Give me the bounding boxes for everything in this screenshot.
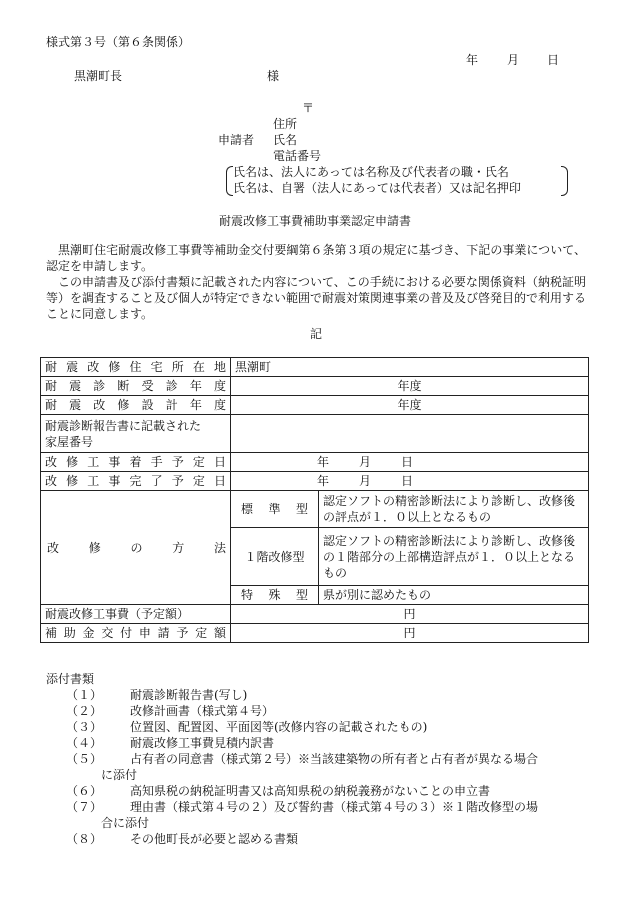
note-bracket-right (561, 166, 568, 196)
table-row-subsidy-amount (41, 624, 589, 643)
table-row-design-year (41, 396, 589, 415)
table-row-end-date (41, 472, 589, 491)
attachment-text-7: 理由書（様式第４号の２）及び誓約書（様式第４号の３）※１階改修型の場 (130, 800, 539, 814)
attachment-num-2: （２） (66, 704, 103, 718)
table-row-address (41, 358, 589, 377)
method-desc-first-floor: 認定ソフトの精密診断法により診断し、改修後の１階部分の上部構造評点が１．０以上となるもの (319, 528, 589, 586)
address-label: 住所 (273, 117, 298, 131)
attachment-text-2: 改修計画書（様式第４号） (130, 704, 275, 718)
table-row-start-date (41, 453, 589, 472)
design-year-value: 年度 (231, 396, 589, 415)
attachment-cont-7: 合に添付 (101, 816, 150, 830)
ki-label: 記 (310, 327, 323, 341)
construction-cost-value: 円 (231, 605, 589, 624)
row-label-end-date: 改修工事完了予定日 (41, 472, 231, 491)
row-label-subsidy-amount: 補助金交付申請予定額 (41, 624, 231, 643)
name-note-line2: 氏名は、自署（法人にあっては代表者）又は記名押印 (233, 181, 521, 195)
phone-label: 電話番号 (273, 149, 322, 163)
end-date-value (231, 472, 589, 491)
attachment-text-3: 位置図、配置図、平面図等(改修内容の記載されたもの) (130, 720, 428, 734)
row-label-design-year: 耐震改修設計年度 (41, 396, 231, 415)
note-bracket-left (226, 166, 233, 196)
attachment-num-4: （４） (66, 736, 103, 750)
attachment-text-4: 耐震改修工事費見積内訳書 (130, 736, 275, 750)
attachment-num-6: （６） (66, 784, 103, 798)
document-title: 耐震改修工事費補助事業認定申請書 (218, 214, 411, 228)
application-table (40, 357, 589, 643)
subsidy-amount-value: 円 (231, 624, 589, 643)
addressee: 黒潮町長 (74, 69, 123, 83)
table-row-diagnosis-year (41, 377, 589, 396)
attachment-text-5: 占有者の同意書（様式第２号）※当該建築物の所有者と占有者が異なる場合 (130, 752, 539, 766)
postal-mark: 〒 (302, 101, 315, 115)
row-label-address: 耐震改修住宅所在地 (41, 358, 231, 377)
date-month-label: 月 (507, 53, 520, 67)
form-number: 様式第３号（第６条関係） (46, 35, 191, 49)
attachment-num-1: （１） (66, 688, 103, 702)
row-label-method: 改修の方法 (41, 491, 231, 605)
start-year-label: 年 (317, 455, 330, 469)
attachment-num-8: （８） (66, 832, 103, 846)
house-number-value (231, 415, 589, 453)
attachments-heading: 添付書類 (46, 672, 95, 686)
method-desc-special: 県が別に認めたもの (319, 586, 589, 605)
start-day-label: 日 (401, 455, 414, 469)
attachment-text-1: 耐震診断報告書(写し) (130, 688, 248, 702)
attachment-num-7: （７） (66, 800, 103, 814)
method-type-special: 特殊型 (231, 586, 319, 605)
row-label-house-number (41, 415, 231, 453)
attachment-num-3: （３） (66, 720, 103, 734)
body-paragraph-2: この申請書及び添付書類に記載された内容について、この手続における必要な関係資料（納税証明等）を調査すること及び個人が特定できない範囲で耐震対策関連事業の普及及び啓発目的で利用することに同意します。 (46, 275, 587, 321)
end-year-label: 年 (317, 474, 330, 488)
date-day-label: 日 (547, 53, 560, 67)
start-month-label: 月 (359, 455, 372, 469)
row-label-construction-cost: 耐震改修工事費（予定額） (41, 605, 231, 624)
method-type-first-floor: １階改修型 (231, 528, 319, 586)
attachment-cont-5: に添付 (101, 768, 138, 782)
attachment-text-6: 高知県税の納税証明書又は高知県税の納税義務がないことの申立書 (130, 784, 491, 798)
table-row-house-number (41, 415, 589, 453)
honorific: 様 (267, 69, 280, 83)
house-number-label-line1: 耐震診断報告書に記載された (45, 418, 202, 433)
name-label: 氏名 (273, 133, 298, 147)
row-label-diagnosis-year: 耐震診断受診年度 (41, 377, 231, 396)
table-row-method-standard (41, 491, 589, 528)
method-desc-standard: 認定ソフトの精密診断法により診断し、改修後の評点が１．０以上となるもの (319, 491, 589, 528)
end-month-label: 月 (359, 474, 372, 488)
address-value: 黒潮町 (231, 358, 589, 377)
table-row-construction-cost (41, 605, 589, 624)
applicant-role-label: 申請者 (218, 133, 255, 147)
date-year-label: 年 (466, 53, 479, 67)
end-day-label: 日 (401, 474, 414, 488)
attachment-num-5: （５） (66, 752, 103, 766)
body-paragraph-1: 黒潮町住宅耐震改修工事費等補助金交付要綱第６条第３項の規定に基づき、下記の事業について、認定を申請します。 (46, 243, 586, 273)
name-note-line1: 氏名は、法人にあっては名称及び代表者の職・氏名 (233, 165, 509, 179)
house-number-label-line2: 家屋番号 (45, 434, 94, 449)
start-date-value (231, 453, 589, 472)
diagnosis-year-value: 年度 (231, 377, 589, 396)
method-type-standard: 標準型 (231, 491, 319, 528)
attachment-text-8: その他町長が必要と認める書類 (130, 832, 299, 846)
row-label-start-date: 改修工事着手予定日 (41, 453, 231, 472)
